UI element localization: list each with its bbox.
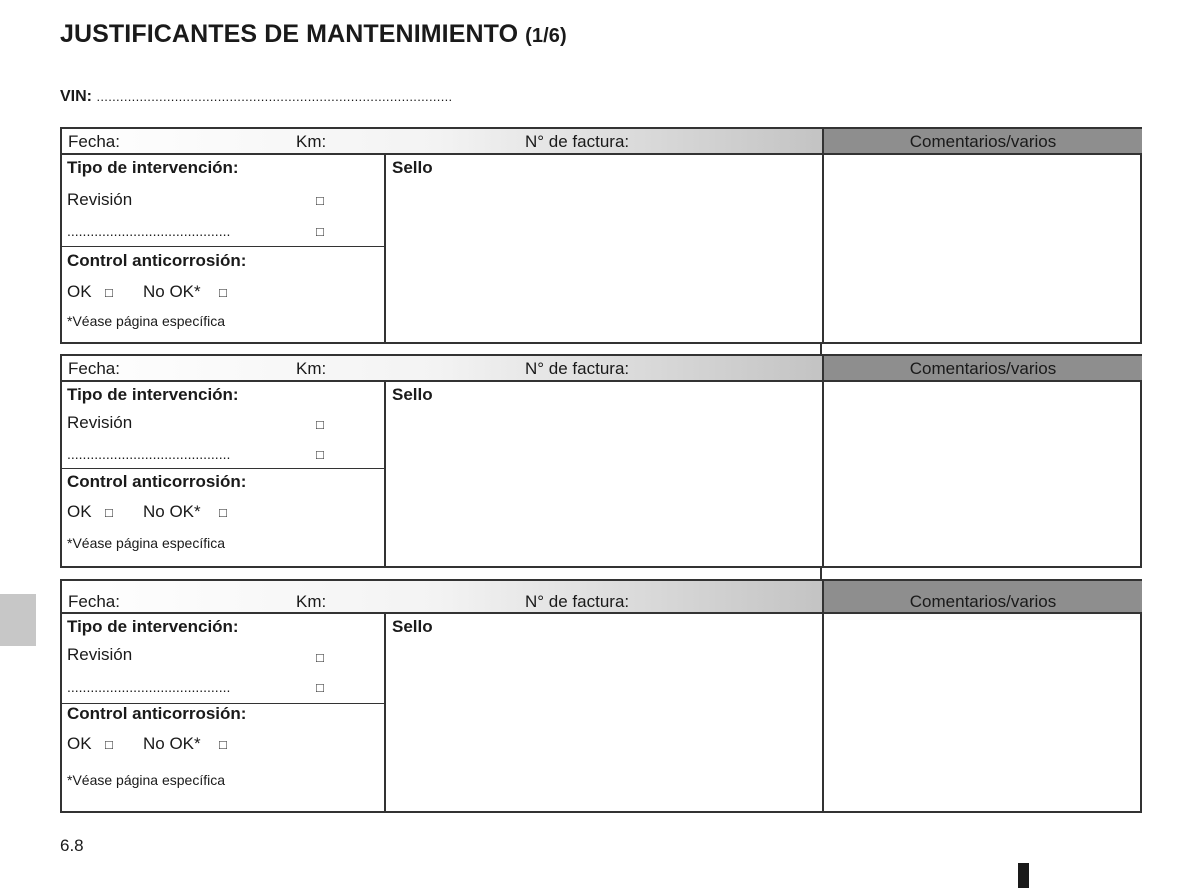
note-text: *Véase página específica [67,535,225,551]
nook-label: No OK* [143,282,201,301]
sello-label: Sello [392,617,433,636]
factura-label: N° de factura: [525,359,630,378]
column-divider [822,382,824,566]
fecha-label: Fecha: [68,359,120,378]
nook-checkbox[interactable]: □ [219,505,227,520]
divider [62,246,384,247]
control-label: Control anticorrosión: [67,251,247,270]
connector-line [820,344,822,354]
tipo-label: Tipo de intervención: [67,385,239,404]
nook-label: No OK* [143,734,201,753]
column-divider [822,614,824,811]
divider [62,468,384,469]
column-divider [822,155,824,342]
km-label: Km: [296,592,327,611]
control-label: Control anticorrosión: [67,472,247,491]
ok-checkbox[interactable]: □ [105,737,113,752]
record-header [60,354,1142,381]
revision-checkbox[interactable]: □ [316,417,324,432]
record-header [60,579,1142,613]
sello-label: Sello [392,158,433,177]
revision-label: Revisión [67,645,133,664]
ok-checkbox[interactable]: □ [105,505,113,520]
note-text: *Véase página específica [67,772,225,788]
note-text: *Véase página específica [67,313,225,329]
page-edge-mark [1018,863,1029,888]
nook-label: No OK* [143,502,201,521]
comentarios-label: Comentarios/varios [909,359,1057,378]
ok-label: OK [67,502,92,521]
intervention-column [62,155,386,342]
comentarios-header [822,581,1142,612]
control-label: Control anticorrosión: [67,704,247,723]
page-title-text: JUSTIFICANTES DE MANTENIMIENTO [60,20,519,48]
ok-label: OK [67,734,92,753]
other-checkbox[interactable]: □ [316,224,324,239]
tipo-label: Tipo de intervención: [67,617,239,636]
connector-line [820,568,822,579]
other-intervention-field[interactable]: .......................................... [67,223,231,239]
nook-checkbox[interactable]: □ [219,285,227,300]
tipo-label: Tipo de intervención: [67,158,239,177]
record-body [60,613,1142,813]
sello-label: Sello [392,385,433,404]
fecha-label: Fecha: [68,132,120,151]
vin-label: VIN: [60,88,92,105]
revision-checkbox[interactable]: □ [316,650,324,665]
comentarios-label: Comentarios/varios [909,132,1057,151]
revision-label: Revisión [67,413,133,432]
record-body [60,154,1142,344]
comentarios-label: Comentarios/varios [909,592,1057,611]
fecha-label: Fecha: [68,592,120,611]
km-label: Km: [296,359,327,378]
other-intervention-field[interactable]: .......................................... [67,679,231,695]
ok-label: OK [67,282,92,301]
factura-label: N° de factura: [525,132,630,151]
factura-label: N° de factura: [525,592,630,611]
intervention-column [62,382,386,566]
other-intervention-field[interactable]: .......................................... [67,446,231,462]
km-label: Km: [296,132,327,151]
page-number: 6.8 [60,836,84,855]
page-title-suffix: (1/6) [525,25,567,47]
revision-checkbox[interactable]: □ [316,193,324,208]
comentarios-header [822,129,1142,153]
comentarios-header [822,356,1142,380]
record-header [60,127,1142,154]
intervention-column [62,614,386,811]
vin-field[interactable]: ........................................................................................... [96,89,453,104]
other-checkbox[interactable]: □ [316,447,324,462]
other-checkbox[interactable]: □ [316,680,324,695]
record-body [60,381,1142,568]
revision-label: Revisión [67,190,133,209]
page-title [60,20,567,49]
section-tab-marker [0,594,36,646]
vin-line [60,88,452,106]
nook-checkbox[interactable]: □ [219,737,227,752]
ok-checkbox[interactable]: □ [105,285,113,300]
